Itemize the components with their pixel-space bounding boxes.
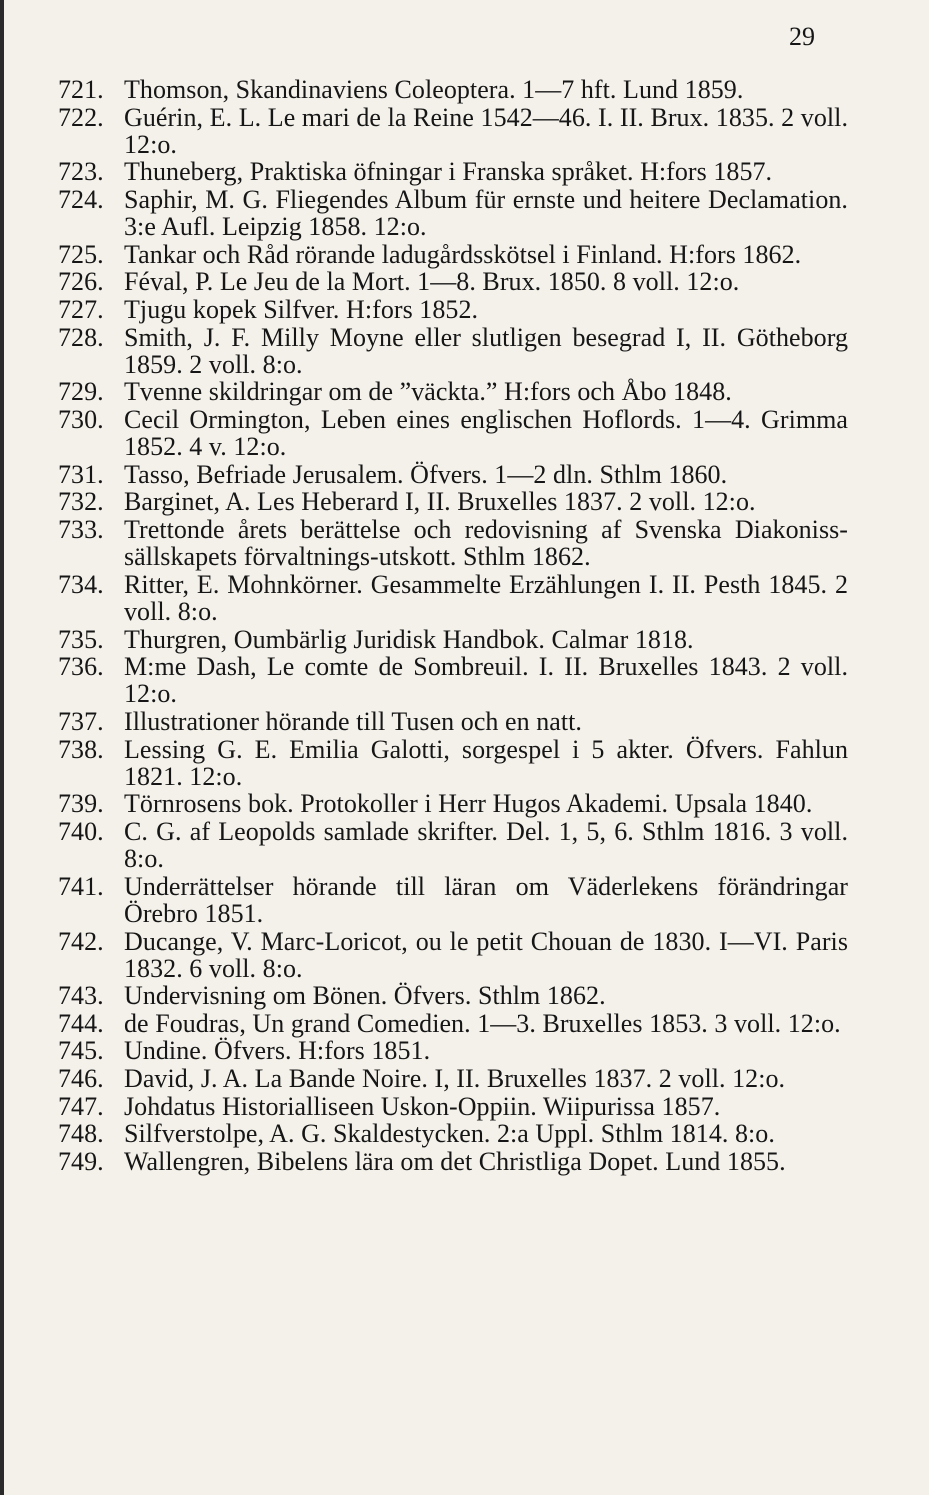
catalog-entry xyxy=(58,104,848,158)
catalog-entry xyxy=(58,378,848,405)
entry-number: 742. xyxy=(58,926,104,956)
entry-text: Thurgren, Oumbärlig Juridisk Handbok. Calmar 1818. xyxy=(124,624,694,654)
entry-text: Tvenne skildringar om de ”väckta.” H:fors och Åbo 1848. xyxy=(124,377,732,407)
entry-number: 721. xyxy=(58,75,104,104)
catalog-entry xyxy=(58,626,848,653)
catalog-entry xyxy=(58,1037,848,1064)
entry-number: 745. xyxy=(58,1036,104,1066)
catalog-entry xyxy=(58,406,848,460)
entry-number: 729. xyxy=(58,377,104,407)
catalog-entry xyxy=(58,1148,848,1175)
entry-text: C. G. af Leopolds samlade skrifter. Del. 1, 5, 6. Sthlm 1816. 3 voll. 8:o. xyxy=(124,816,848,874)
entry-text: Thuneberg, Praktiska öfningar i Franska språket. H:fors 1857. xyxy=(124,157,773,187)
entry-number: 723. xyxy=(58,157,104,187)
entry-number: 730. xyxy=(58,404,104,434)
entry-number: 737. xyxy=(58,706,104,736)
catalog-entry xyxy=(58,158,848,185)
entry-text: Johdatus Historialliseen Uskon-Oppiin. Wiipurissa 1857. xyxy=(124,1091,721,1121)
catalog-entry xyxy=(58,461,848,488)
entry-number: 724. xyxy=(58,184,104,214)
entry-text: Wallengren, Bibelens lära om det Christliga Dopet. Lund 1855. xyxy=(124,1146,786,1176)
catalog-entry xyxy=(58,186,848,240)
catalog-entry xyxy=(58,736,848,790)
catalog-entry xyxy=(58,818,848,872)
entry-text: Féval, P. Le Jeu de la Mort. 1—8. Brux. 1850. 8 voll. 12:o. xyxy=(124,267,740,297)
catalog-entry xyxy=(58,296,848,323)
entry-text: de Foudras, Un grand Comedien. 1—3. Bruxelles 1853. 3 voll. 12:o. xyxy=(124,1008,841,1038)
entry-text: Tjugu kopek Silfver. H:fors 1852. xyxy=(124,294,479,324)
entry-text: Ritter, E. Mohnkörner. Gesammelte Erzählungen I. II. Pesth 1845. 2 voll. 8:o. xyxy=(124,569,848,626)
entry-text: Törnrosens bok. Protokoller i Herr Hugos Akademi. Upsala 1840. xyxy=(124,789,813,819)
entry-number: 744. xyxy=(58,1008,104,1038)
entry-text: Cecil Ormington, Leben eines englischen Hoflords. 1—4. Grimma 1852. 4 v. 12:o. xyxy=(124,404,848,462)
catalog-entry xyxy=(58,1093,848,1120)
entry-text: Barginet, A. Les Heberard I, II. Bruxelles 1837. 2 voll. 12:o. xyxy=(124,487,756,517)
entry-text: Undine. Öfvers. H:fors 1851. xyxy=(124,1036,431,1066)
entry-text: M:me Dash, Le comte de Sombreuil. I. II. Bruxelles 1843. 2 voll. 12:o. xyxy=(124,652,848,709)
entry-number: 736. xyxy=(58,652,104,682)
entry-text: Silfverstolpe, A. G. Skaldestycken. 2:a Uppl. Sthlm 1814. 8:o. xyxy=(124,1119,775,1149)
entry-number: 738. xyxy=(58,734,104,764)
entry-text: Ducange, V. Marc-Loricot, ou le petit Chouan de 1830. I—VI. Paris 1832. 6 voll. 8:o. xyxy=(124,926,848,983)
entry-text: Thomson, Skandinaviens Coleoptera. 1—7 hft. Lund 1859. xyxy=(124,75,744,104)
catalog-entry xyxy=(58,571,848,625)
catalog-entry xyxy=(58,76,848,103)
entry-number: 733. xyxy=(58,514,104,544)
entry-number: 731. xyxy=(58,459,104,489)
entry-number: 735. xyxy=(58,624,104,654)
entry-text: Saphir, M. G. Fliegendes Album für ernste und heitere Declamation. 3:e Aufl. Leipzig 1858. 12:o. xyxy=(124,184,848,242)
entry-number: 725. xyxy=(58,239,104,269)
catalog-entry xyxy=(58,241,848,268)
catalog-entry xyxy=(58,708,848,735)
page-number: 29 xyxy=(789,22,815,51)
entry-number: 727. xyxy=(58,294,104,324)
entry-text: Illustrationer hörande till Tusen och en natt. xyxy=(124,706,582,736)
catalog-entry xyxy=(58,790,848,817)
catalog-entry xyxy=(58,268,848,295)
catalog-entry xyxy=(58,1065,848,1092)
catalog-entry xyxy=(58,982,848,1009)
catalog-entry xyxy=(58,653,848,707)
entry-text: David, J. A. La Bande Noire. I, II. Bruxelles 1837. 2 voll. 12:o. xyxy=(124,1064,786,1094)
entry-number: 740. xyxy=(58,816,104,846)
entry-text: Tasso, Befriade Jerusalem. Öfvers. 1—2 dln. Sthlm 1860. xyxy=(124,459,728,489)
catalog-entry xyxy=(58,928,848,982)
entry-number: 741. xyxy=(58,871,104,901)
catalog-entry xyxy=(58,1010,848,1037)
catalog-entry xyxy=(58,873,848,927)
entry-text: Underrättelser hörande till läran om Väderlekens förändringar Örebro 1851. xyxy=(124,871,848,928)
entry-number: 747. xyxy=(58,1091,104,1121)
catalog-entry xyxy=(58,488,848,515)
entry-number: 726. xyxy=(58,267,104,297)
entry-number: 743. xyxy=(58,981,104,1011)
entry-text: Undervisning om Bönen. Öfvers. Sthlm 1862. xyxy=(124,981,606,1011)
page-edge xyxy=(0,0,4,1495)
entry-text: Lessing G. E. Emilia Galotti, sorgespel i 5 akter. Öfvers. Fahlun 1821. 12:o. xyxy=(124,734,848,791)
entry-number: 728. xyxy=(58,322,104,352)
catalog-entry-list xyxy=(58,76,848,1175)
catalog-entry xyxy=(58,516,848,570)
entry-text: Guérin, E. L. Le mari de la Reine 1542—46. I. II. Brux. 1835. 2 voll. 12:o. xyxy=(124,102,848,159)
entry-number: 732. xyxy=(58,487,104,517)
entry-text: Trettonde årets berättelse och redovisning af Svenska Diakoniss-sällskapets förvaltnings-utskott. Sthlm 1862. xyxy=(124,514,848,572)
entry-number: 749. xyxy=(58,1146,104,1176)
entry-number: 734. xyxy=(58,569,104,599)
catalog-entry xyxy=(58,324,848,378)
entry-number: 746. xyxy=(58,1064,104,1094)
entry-number: 739. xyxy=(58,789,104,819)
catalog-entry xyxy=(58,1120,848,1147)
entry-text: Tankar och Råd rörande ladugårdsskötsel i Finland. H:fors 1862. xyxy=(124,239,802,269)
entry-number: 722. xyxy=(58,102,104,132)
entry-number: 748. xyxy=(58,1119,104,1149)
entry-text: Smith, J. F. Milly Moyne eller slutligen besegrad I, II. Götheborg 1859. 2 voll. 8:o. xyxy=(124,322,848,379)
